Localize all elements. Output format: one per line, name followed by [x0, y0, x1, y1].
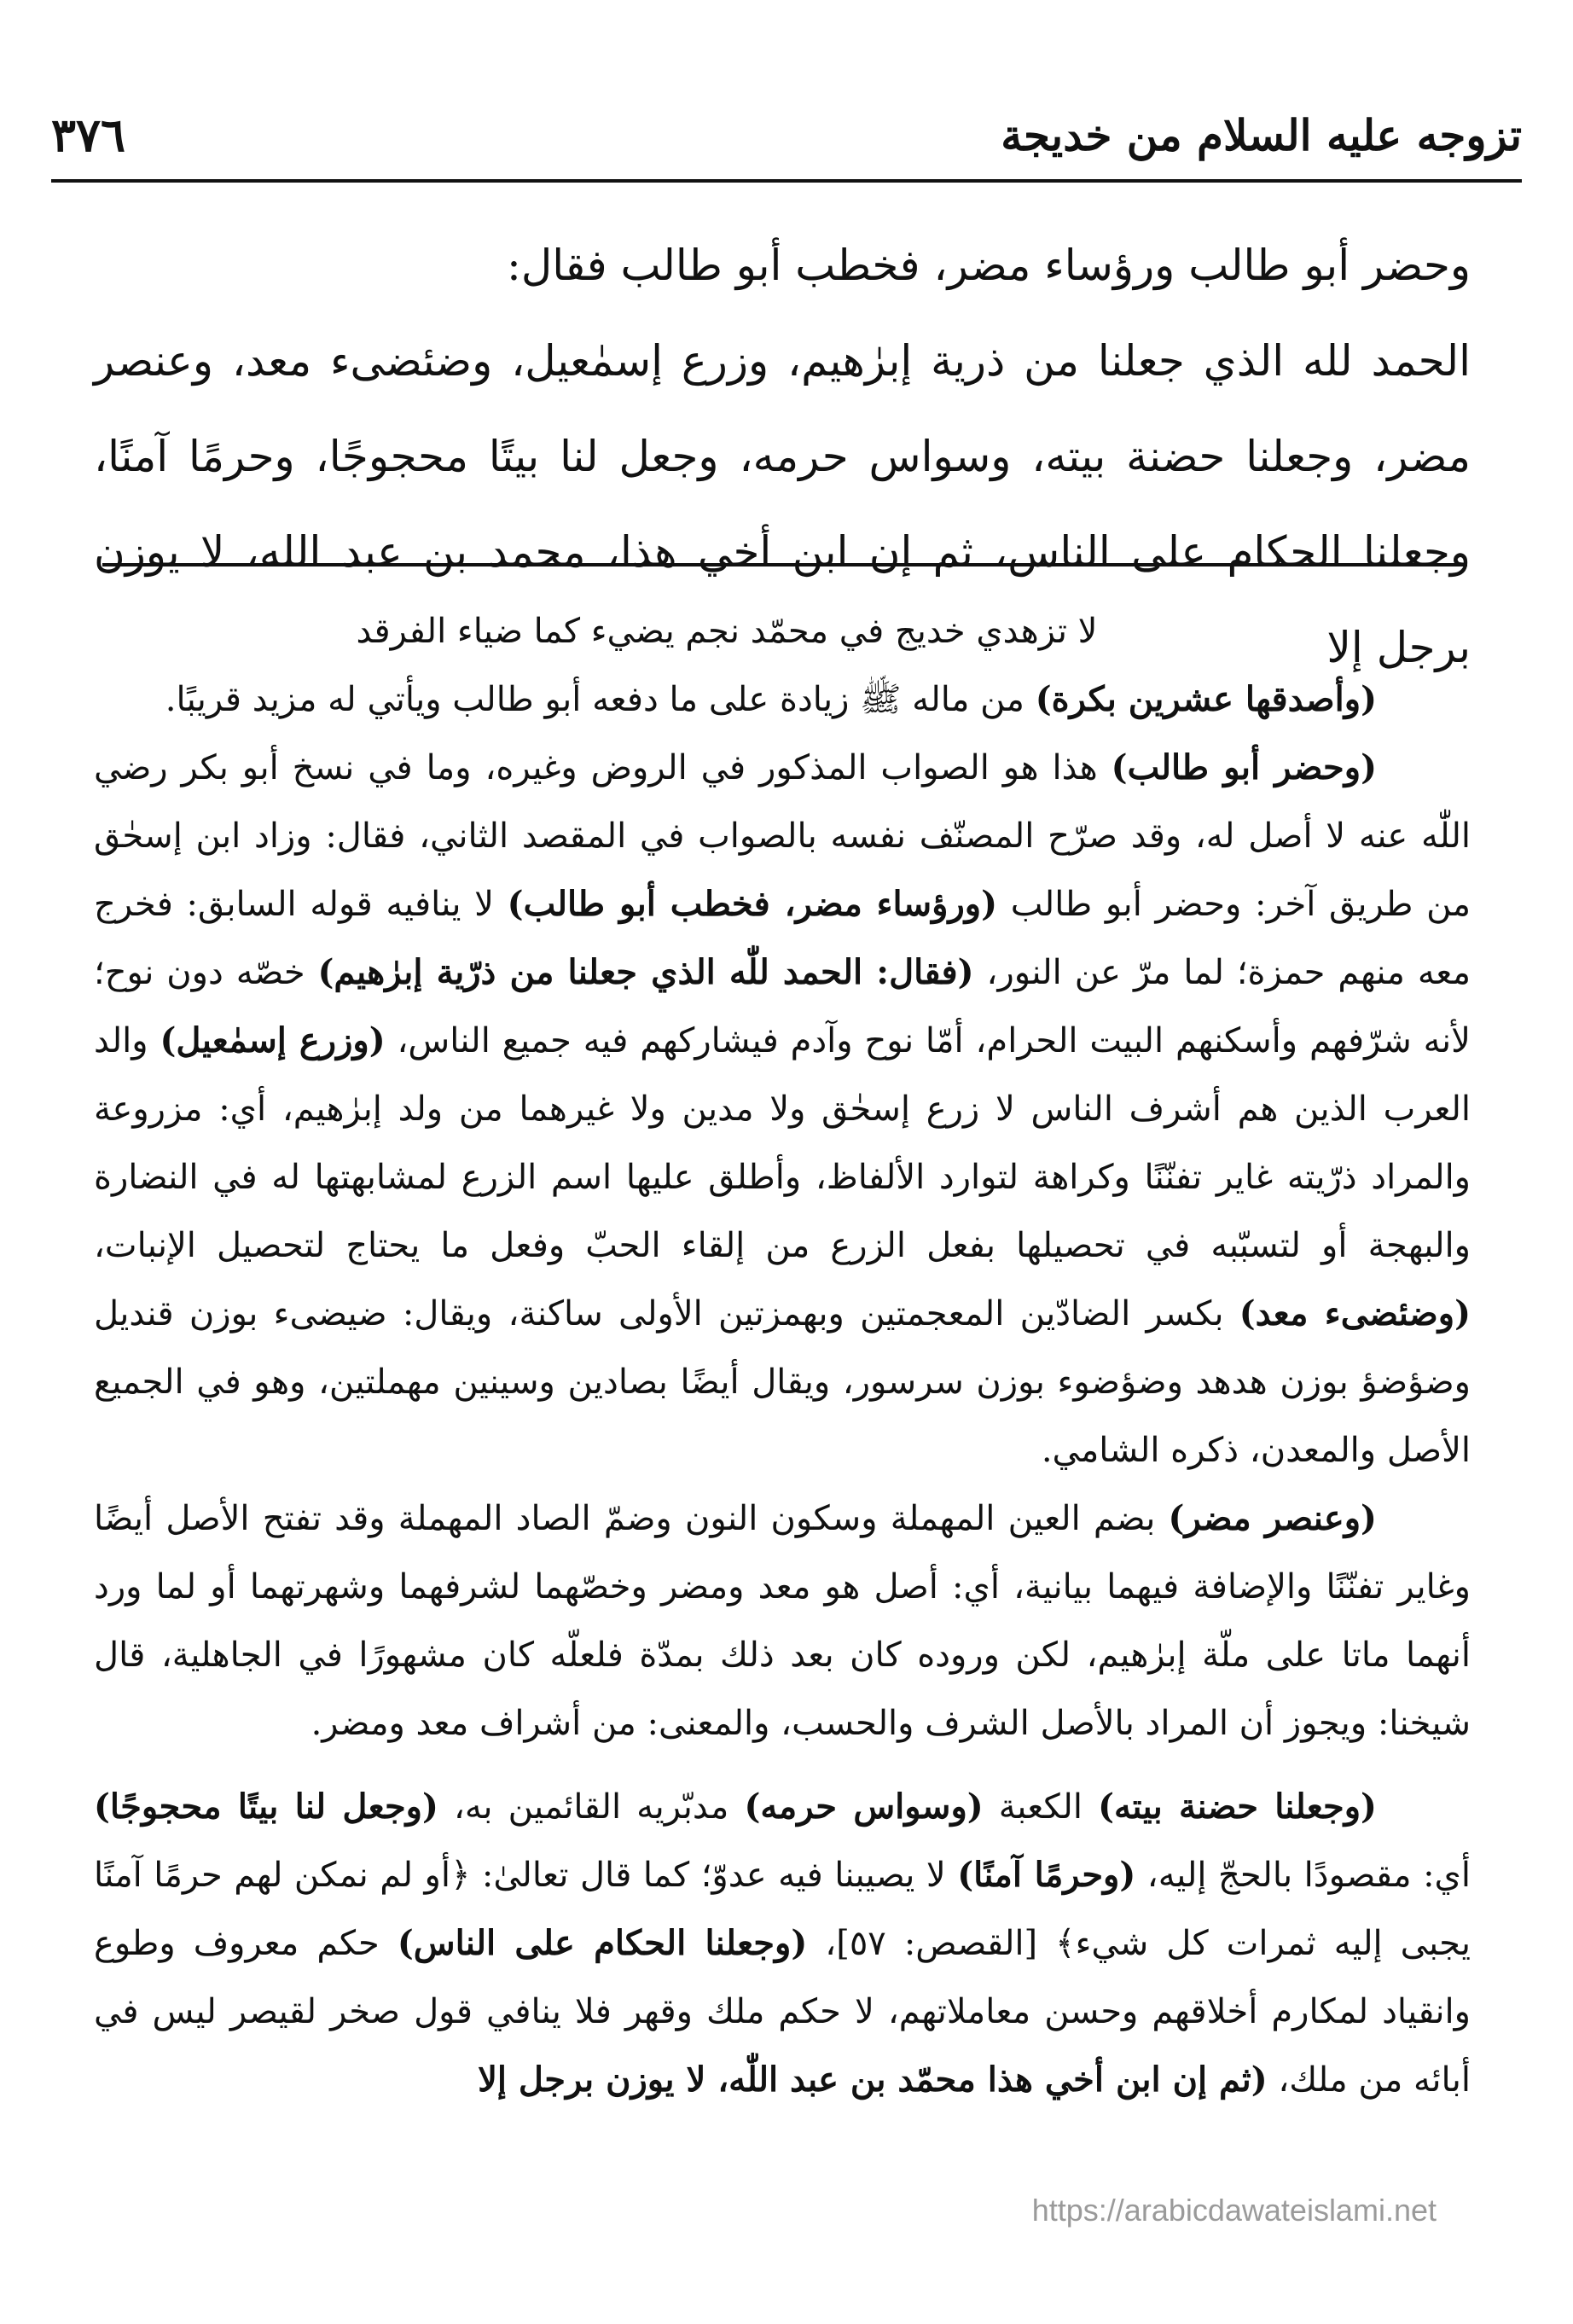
commentary-paragraph	[94, 734, 1471, 1484]
quoted-phrase: (وأصدقها عشرين بكرة)	[1035, 679, 1377, 719]
quoted-phrase: (وجعلنا الحكام على الناس)	[397, 1923, 808, 1963]
footnote-rule	[102, 563, 1467, 566]
page-header	[51, 101, 1522, 169]
header-rule	[51, 179, 1522, 183]
quoted-phrase: (ورؤساء مضر، فخطب أبو طالب)	[507, 884, 998, 924]
quoted-phrase: (وزرع إسمٰعيل)	[160, 1020, 386, 1060]
commentary-text: خصّه دون نوح؛ لأنه شرّفهم وأسكنهم البيت الحرام، أمّا نوح وآدم فيشاركهم فيه جميع الناس،	[94, 953, 1471, 1060]
commentary-text: لا ينافيه قوله السابق: فخرج معه منهم حمزة؛ لما مرّ عن النور،	[94, 885, 1471, 992]
commentary-text: حكم معروف وطوع وانقياد لمكارم أخلاقهم وحسن معاملاتهم، لا حكم ملك وقهر فلا ينافي قول صخر لقيصر ليس في أبائه من ملك،	[94, 1924, 1471, 2100]
page-number: ٣٧٦	[51, 107, 126, 162]
watermark-url: https://arabicdawateislami.net	[1031, 2193, 1437, 2228]
quoted-phrase: (وجعل لنا بيتًا محجوجًا)	[94, 1787, 438, 1827]
commentary-text: مدبّريه القائمين به،	[438, 1787, 745, 1827]
commentary-text: لا يصيبنا فيه عدوّ؛ كما قال تعالىٰ: ﴿أو لم نمكن لهم حرمًا آمنًا يجبى إليه ثمرات كل شيء﴾ [القصص: ٥٧]،	[94, 1856, 1471, 1963]
commentary-text: هذا هو الصواب المذكور في الروض وغيره، وما في نسخ أبو بكر رضي اللّٰه عنه لا أصل له، وقد صرّح المصنّف نفسه بالصواب في المقصد الثاني، فقال: وزاد ابن إسحٰق من طريق آخر: وحضر أبو طالب	[94, 748, 1471, 924]
commentary-paragraph	[94, 665, 1471, 734]
quoted-phrase: (وعنصر مضر)	[1168, 1498, 1377, 1538]
quoted-phrase: (وحضر أبو طالب)	[1111, 747, 1377, 787]
quoted-phrase: (فقال: الحمد للّٰه الذي جعلنا من ذرّية إبرٰهيم)	[317, 952, 974, 992]
quoted-phrase: (وضئضىء معد)	[1239, 1293, 1471, 1333]
main-text-paragraph: الحمد لله الذي جعلنا من ذرية إبرٰهيم، وزرع إسمٰعيل، وضئضىء معد، وعنصر مضر، وجعلنا حضنة بيته، وسواس حرمه، وجعل لنا بيتًا محجوجًا، وحرمًا آمنًا، وجعلنا الحكام على الناس، ثم إن ابن أخي هذا، محمد بن عبد الله، لا يوزن برجل إلا	[94, 336, 1471, 672]
quoted-phrase: (وحرمًا آمنًا)	[957, 1855, 1136, 1895]
main-text-line: وحضر أبو طالب ورؤساء مضر، فخطب أبو طالب فقال:	[507, 241, 1471, 290]
quoted-phrase: (ثم إن ابن أخي هذا محمّد بن عبد اللّٰه، لا يوزن برجل إلا	[478, 2060, 1268, 2100]
commentary	[94, 597, 1471, 2114]
commentary-text: من ماله ﷺ زيادة على ما دفعه أبو طالب ويأتي له مزيد قريبًا.	[165, 680, 1036, 719]
running-title: تزوجه عليه السلام من خديجة	[1001, 109, 1522, 160]
commentary-text: الكعبة	[983, 1787, 1099, 1827]
commentary-text: والد العرب الذين هم أشرف الناس لا زرع إسحٰق ولا مدين ولا غيرهما من ولد إبرٰهيم، أي: مزروعة والمراد ذرّيته غاير تفنّنًا وكراهة لتوارد الألفاظ، وأطلق عليها اسم الزرع لمشابهتها له في النضارة والبهجة أو لتسبّبه في تحصيلها بفعل الزرع من إلقاء الحبّ وفعل ما يحتاج لتحصيل الإنبات،	[94, 1021, 1471, 1265]
commentary-text: بكسر الضادّين المعجمتين وبهمزتين الأولى ساكنة، ويقال: ضيضىء بوزن قنديل وضؤضؤ بوزن هدهد وضؤضوء بوزن سرسور، ويقال أيضًا بصادين وسينين مهملتين، وهو في الجميع الأصل والمعدن، ذكره الشامي.	[94, 1294, 1471, 1470]
poetry-verse: لا تزهدي خديج في محمّد نجم يضيء كما ضياء الفرقد	[356, 612, 1098, 651]
commentary-paragraph	[94, 1484, 1471, 1758]
commentary-text: أي: مقصودًا بالحجّ إليه،	[1135, 1856, 1471, 1895]
quoted-phrase: (وجعلنا حضنة بيته)	[1098, 1787, 1377, 1827]
commentary-text: بضم العين المهملة وسكون النون وضمّ الصاد المهملة وقد تفتح الأصل أيضًا وغاير تفنّنًا والإضافة فيهما بيانية، أي: أصل هو معد ومضر وخصّهما لشرفهما وشهرتهما أو لما ورد أنهما ماتا على ملّة إبرٰهيم، لكن وروده كان بعد ذلك بمدّة فلعلّه كان مشهورًا في الجاهلية، قال شيخنا: ويجوز أن المراد بالأصل الشرف والحسب، والمعنى: من أشراف معد ومضر.	[94, 1499, 1471, 1743]
quoted-phrase: (وسواس حرمه)	[744, 1787, 984, 1827]
commentary-paragraph	[94, 1773, 1471, 2114]
